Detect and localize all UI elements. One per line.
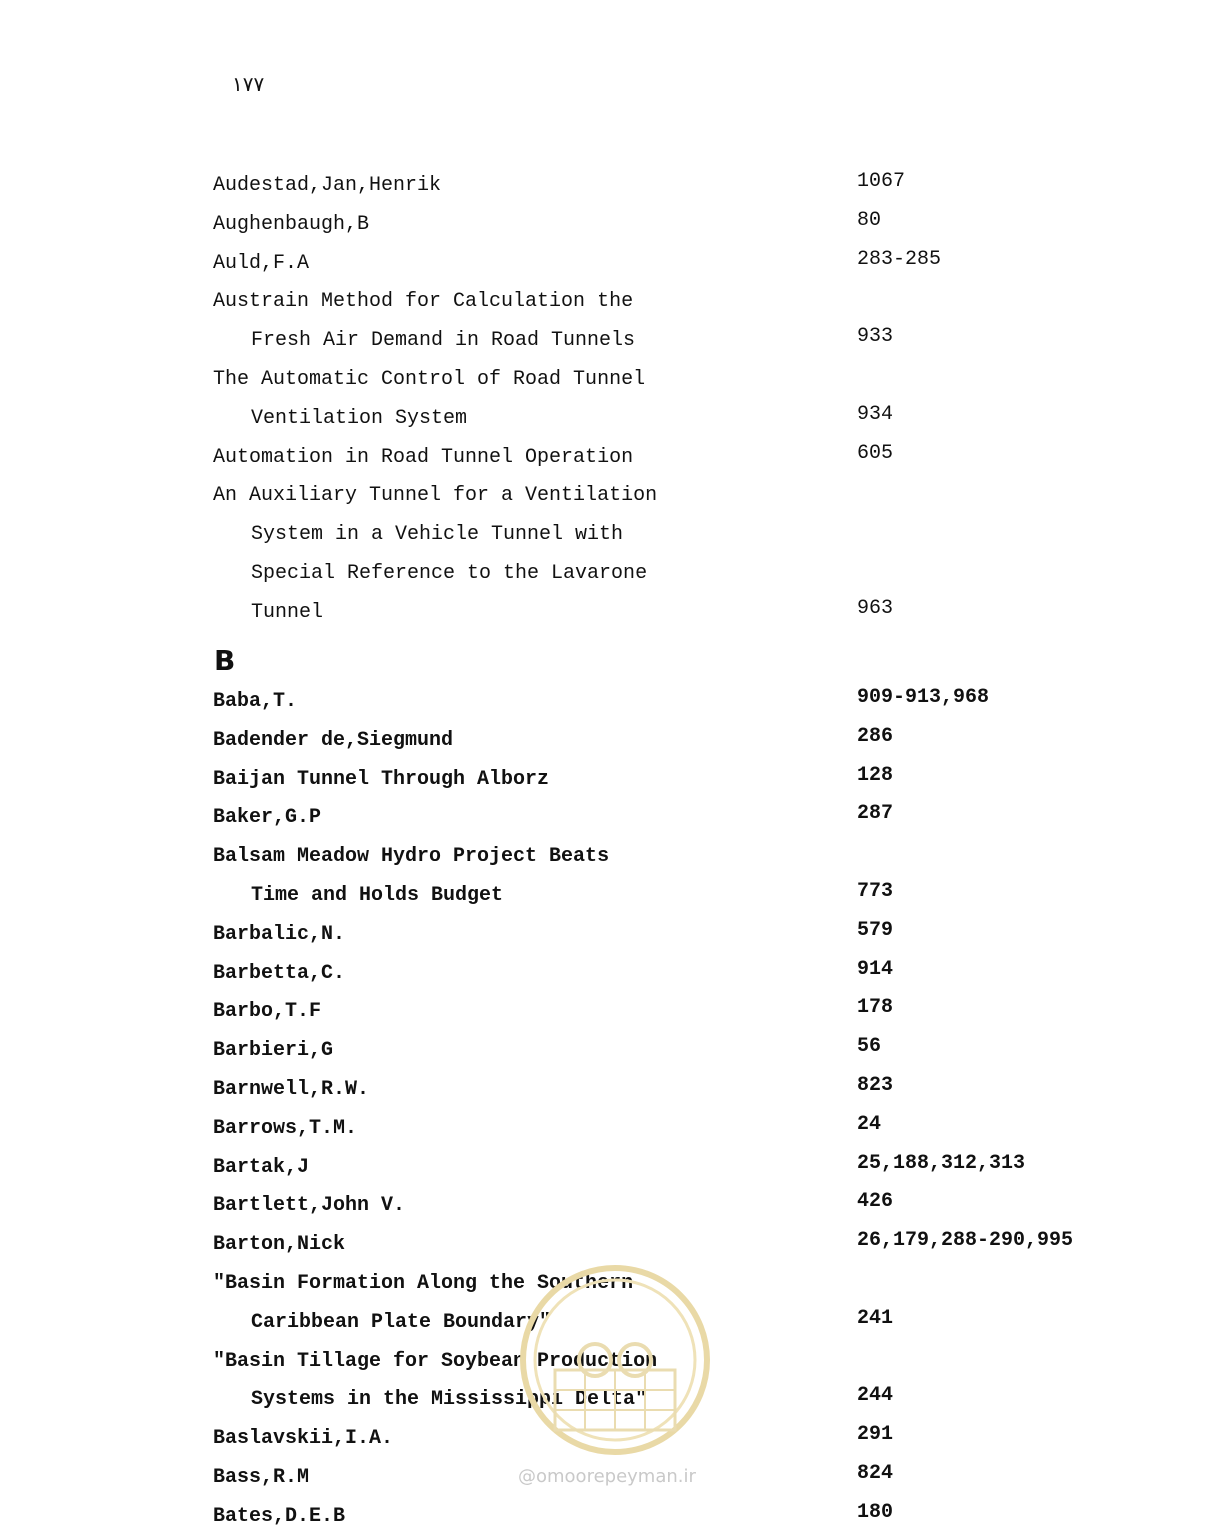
entry-title-line: Baker,G.P bbox=[213, 806, 322, 830]
entry-pages: 579 bbox=[857, 918, 894, 942]
entry-pages: 824 bbox=[857, 1462, 894, 1485]
entry-title-line: Barbo,T.F bbox=[213, 1000, 322, 1024]
entry-pages: 24 bbox=[857, 1112, 882, 1136]
entry-title-line: Barnwell,R.W. bbox=[213, 1078, 370, 1101]
entry-title-line: Systems in the Mississippi Delta" bbox=[251, 1388, 648, 1412]
entry-pages: 178 bbox=[857, 996, 894, 1020]
entry-title-line: The Automatic Control of Road Tunnel bbox=[213, 368, 646, 391]
entry-title-line: Aughenbaugh,B bbox=[213, 212, 370, 236]
entry-title-line: "Basin Tillage for Soybean Production bbox=[213, 1349, 658, 1373]
entry-pages: 286 bbox=[857, 724, 894, 748]
page-number: ١٧٧ bbox=[232, 72, 265, 96]
entry-title-line: Bass,R.M bbox=[213, 1466, 310, 1489]
entry-title-line: Caribbean Plate Boundary" bbox=[251, 1310, 552, 1334]
entry-title-line: Ventilation System bbox=[251, 406, 468, 430]
entry-pages: 963 bbox=[857, 596, 894, 620]
entry-title-line: Automation in Road Tunnel Operation bbox=[213, 445, 634, 469]
entry-title-line: Balsam Meadow Hydro Project Beats bbox=[213, 845, 610, 869]
entry-pages: 933 bbox=[857, 325, 894, 349]
entry-pages: 244 bbox=[857, 1384, 894, 1408]
entry-title-line: Badender de,Siegmund bbox=[213, 728, 454, 752]
entry-title-line: Barton,Nick bbox=[213, 1233, 346, 1257]
entry-title-line: An Auxiliary Tunnel for a Ventilation bbox=[213, 484, 658, 508]
entry-title-line: Baslavskii,I.A. bbox=[213, 1427, 394, 1451]
entry-pages: 1067 bbox=[857, 170, 906, 193]
entry-title-line: System in a Vehicle Tunnel with bbox=[251, 523, 624, 547]
entry-title-line: Bartak,J bbox=[213, 1155, 310, 1179]
entry-pages: 773 bbox=[857, 879, 894, 903]
entry-pages: 909-913,968 bbox=[857, 686, 990, 709]
entry-title-line: Austrain Method for Calculation the bbox=[213, 290, 634, 314]
entry-pages: 128 bbox=[857, 763, 894, 787]
entry-title-line: Baijan Tunnel Through Alborz bbox=[213, 767, 550, 791]
entry-pages: 56 bbox=[857, 1035, 882, 1059]
entry-pages: 823 bbox=[857, 1074, 894, 1097]
entry-title-line: Bartlett,John V. bbox=[213, 1194, 406, 1218]
entry-title-line: Baba,T. bbox=[213, 690, 298, 713]
entry-pages: 241 bbox=[857, 1306, 894, 1330]
entry-pages: 26,179,288-290,995 bbox=[857, 1229, 1074, 1253]
entry-title-line: "Basin Formation Along the Southern bbox=[213, 1272, 634, 1295]
section-heading-b: B bbox=[214, 644, 236, 677]
entry-pages: 25,188,312,313 bbox=[857, 1151, 1026, 1175]
entry-title-line: Time and Holds Budget bbox=[251, 883, 504, 907]
entry-pages: 180 bbox=[857, 1500, 894, 1524]
entry-title-line: Fresh Air Demand in Road Tunnels bbox=[251, 329, 636, 353]
entry-pages: 934 bbox=[857, 402, 894, 426]
entry-title-line: Barrows,T.M. bbox=[213, 1116, 358, 1140]
entry-title-line: Special Reference to the Lavarone bbox=[251, 561, 648, 585]
entry-title-line: Tunnel bbox=[251, 600, 324, 624]
entry-pages: 80 bbox=[857, 208, 882, 232]
entry-title-line: Barbieri,G bbox=[213, 1039, 334, 1063]
entry-pages: 291 bbox=[857, 1423, 894, 1447]
entry-title-line: Barbalic,N. bbox=[213, 922, 346, 946]
entry-title-line: Auld,F.A bbox=[213, 251, 310, 275]
entry-pages: 426 bbox=[857, 1190, 894, 1214]
entry-title-line: Bates,D.E.B bbox=[213, 1504, 346, 1528]
entry-pages: 914 bbox=[857, 957, 894, 981]
entry-pages: 605 bbox=[857, 441, 894, 465]
entry-title-line: Audestad,Jan,Henrik bbox=[213, 174, 442, 197]
watermark-text: @omoorepeyman.ir bbox=[518, 1466, 696, 1487]
entry-pages: 283-285 bbox=[857, 247, 942, 271]
entry-pages: 287 bbox=[857, 802, 894, 826]
entry-title-line: Barbetta,C. bbox=[213, 961, 346, 985]
